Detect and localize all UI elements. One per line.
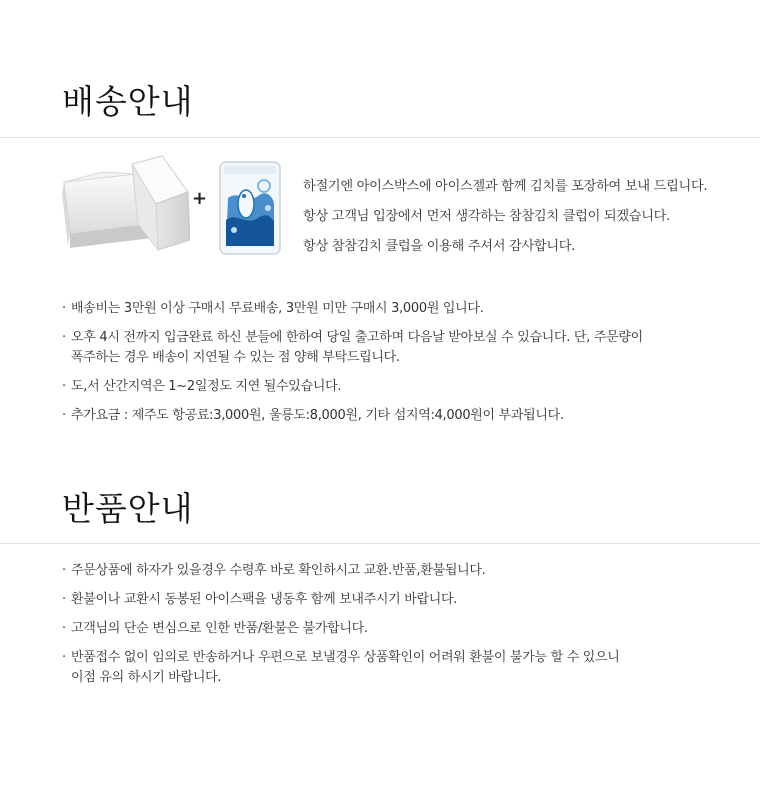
plus-sign: + bbox=[192, 188, 208, 209]
list-item bbox=[62, 328, 643, 368]
bullet-dot: · bbox=[62, 650, 66, 665]
bullet-dot: · bbox=[62, 379, 66, 394]
returns-divider bbox=[0, 543, 760, 544]
list-item-text: 추가요금 : 제주도 항공료:3,000원, 울릉도:8,000원, 기타 섬지역:4,000원이 부과됩니다. bbox=[71, 408, 564, 423]
list-item bbox=[62, 299, 643, 319]
list-item-text: 환불이나 교환시 동봉된 아이스팩을 냉동후 함께 보내주시기 바랍니다. bbox=[71, 592, 458, 607]
list-item-text: 반품접수 없이 임의로 반송하거나 우편으로 보낼경우 상품확인이 어려워 환불이 불가능 할 수 있으니 bbox=[71, 650, 620, 665]
bullet-dot: · bbox=[62, 408, 66, 423]
intro-line: 하절기엔 아이스박스에 아이스젤과 함께 김치를 포장하여 보내 드립니다. bbox=[303, 179, 708, 194]
intro-line: 항상 고객님 입장에서 먼저 생각하는 참참김치 클럽이 되겠습니다. bbox=[303, 209, 670, 224]
styrofoam-icebox-icon bbox=[62, 154, 190, 252]
list-item-text: 고객님의 단순 변심으로 인한 반품/환불은 불가합니다. bbox=[71, 621, 368, 636]
list-item bbox=[62, 619, 620, 639]
returns-list bbox=[62, 561, 620, 697]
list-item-text: 오후 4시 전까지 입금완료 하신 분들에 한하여 당일 출고하며 다음날 받아보실 수 있습니다. 단, 주문량이 bbox=[71, 330, 643, 345]
list-item-text: 배송비는 3만원 이상 구매시 무료배송, 3만원 미만 구매시 3,000원 입니다. bbox=[71, 301, 484, 316]
intro-line: 항상 참참김치 클럽을 이용해 주셔서 감사합니다. bbox=[303, 239, 576, 254]
bullet-dot: · bbox=[62, 330, 66, 345]
list-item bbox=[62, 561, 620, 581]
bullet-dot: · bbox=[62, 563, 66, 578]
list-item-text: 폭주하는 경우 배송이 지연될 수 있는 점 양해 부탁드립니다. bbox=[71, 350, 400, 365]
shipping-list bbox=[62, 299, 643, 435]
shipping-intro bbox=[303, 172, 707, 262]
list-item-text: 주문상품에 하자가 있을경우 수령후 바로 확인하시고 교환.반품,환불됩니다. bbox=[71, 563, 486, 578]
list-item-text: 도,서 산간지역은 1~2일정도 지연 될수있습니다. bbox=[71, 379, 342, 394]
list-item bbox=[62, 406, 643, 426]
bullet-dot: · bbox=[62, 592, 66, 607]
shipping-divider bbox=[0, 137, 760, 138]
list-item bbox=[62, 648, 620, 688]
list-item-text: 이점 유의 하시기 바랍니다. bbox=[71, 670, 222, 685]
bullet-dot: · bbox=[62, 621, 66, 636]
shipping-title: 배송안내 bbox=[62, 82, 194, 121]
ice-pack-icon bbox=[218, 160, 282, 256]
returns-title: 반품안내 bbox=[62, 489, 194, 528]
list-item bbox=[62, 377, 643, 397]
list-item bbox=[62, 590, 620, 610]
bullet-dot: · bbox=[62, 301, 66, 316]
